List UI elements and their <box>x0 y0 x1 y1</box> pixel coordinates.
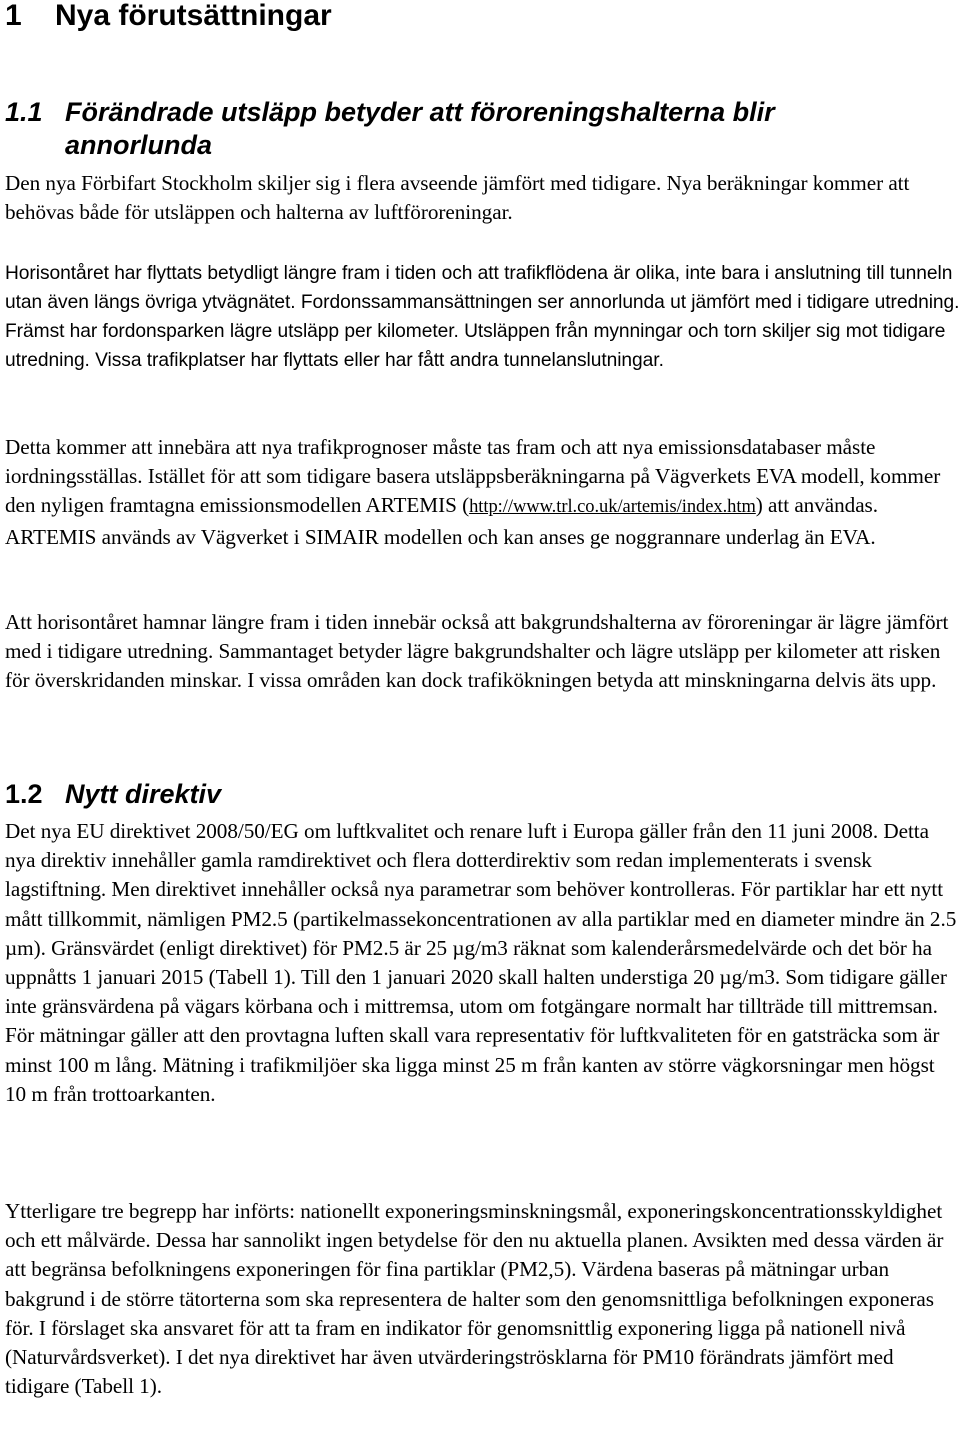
chapter-title: Nya förutsättningar <box>55 0 332 32</box>
paragraph-text: ) att användas. ARTEMIS används av Vägverket i SIMAIR modellen och kan anses ge noggrannare underlag än EVA. <box>5 493 879 549</box>
paragraph: Den nya Förbifart Stockholm skiljer sig i flera avseende jämfört med tidigare. Nya beräkningar kommer att behövas både för utsläppen och halterna av luftföroreningar. <box>5 171 910 225</box>
section-title: Nytt direktiv <box>65 779 222 809</box>
section-heading-1-2 <box>5 778 221 811</box>
section-number: 1.1 <box>5 97 43 127</box>
paragraph <box>5 433 960 552</box>
paragraph: Ytterligare tre begrepp har införts: nationellt exponeringsminskningsmål, exponeringskoncentrationsskyldighet och ett målvärde. Dessa har sannolikt ingen betydelse för den nu aktuella planen. Avsikten med dessa värden är att begränsa befolkningens exponeringen för fina partiklar (PM2,5). Värdena baseras på mätningar urban bakgrund i de större tätorterna som ska representera de halter som den genomsnittliga befolkningen exponeras för. I förslaget ska ansvaret för att ta fram en indikator för genomsnittlig exponering ligga på nationell nivå (Naturvårdsverket). I det nya direktivet har även utvärderingströsklarna för PM10 förändrats jämfört med tidigare (Tabell 1). <box>5 1199 944 1399</box>
paragraph: Horisontåret har flyttats betydligt längre fram i tiden och att trafikflödena är olika, inte bara i anslutning till tunneln utan även längs övriga ytvägnätet. Fordonssammansättningen ser annorlunda ut jämfört med i tidigare utredning. Främst har fordonsparken lägre utsläpp per kilometer. Utsläppen från mynningar och torn skiljer sig mot tidigare utredning. Vissa trafikplatser har flyttats eller har fått andra tunnelanslutningar. <box>5 263 960 371</box>
paragraph: Det nya EU direktivet 2008/50/EG om luftkvalitet och renare luft i Europa gäller från den 11 juni 2008. Detta nya direktiv innehåller gamla ramdirektivet och flera dotterdirektiv som redan implementerats i svensk lagstiftning. Men direktivet innehåller också nya parametrar som behöver kontrolleras. För partiklar har ett nytt mått tillkommit, nämligen PM2.5 (partikelmassekoncentrationen av alla partiklar med en diameter mindre än 2.5 µm). Gränsvärdet (enligt direktivet) för PM2.5 är 25 µg/m3 räknat som kalenderårsmedelvärde och det bör ha uppnåtts 1 januari 2015 (Tabell 1). Till den 1 januari 2020 skall halten understiga 20 µg/m3. Som tidigare gäller inte gränsvärdena på vägars körbana och i mittremsa, utom om fotgängare normalt har tillträde till mittremsan. För mätningar gäller att den provtagna luften skall vara representativ för luftkvaliteten för en gatsträcka som är minst 100 m lång. Mätning i trafikmiljöer ska ligga minst 25 m från kanten av större vägkorsningar men högst 10 m från trottoarkanten. <box>5 819 957 1106</box>
artemis-link[interactable]: http://www.trl.co.uk/artemis/index.htm <box>469 497 756 518</box>
paragraph-text: Detta kommer att innebära att nya trafikprognoser måste tas fram och att nya emissionsdatabaser måste iordningsställas. Istället för att som tidigare basera utsläppsberäkningarna på Vägverkets EVA modell, kommer den nyligen framtagna emissionsmodellen ARTEMIS ( <box>5 435 941 518</box>
section-title: Förändrade utsläpp betyder att föroreningshalterna blir annorlunda <box>65 97 775 160</box>
section-heading-1-1 <box>5 96 905 162</box>
chapter-number: 1 <box>5 0 22 32</box>
paragraph: Att horisontåret hamnar längre fram i tiden innebär också att bakgrundshalterna av föroreningar är lägre jämfört med i tidigare utredning. Sammantaget betyder lägre bakgrundshalter och lägre utsläpp per kilometer att risken för överskridanden minskar. I vissa områden kan dock trafikökningen betyda att minskningarna delvis äts upp. <box>5 610 949 693</box>
chapter-heading <box>5 0 332 34</box>
section-number: 1.2 <box>5 779 43 809</box>
